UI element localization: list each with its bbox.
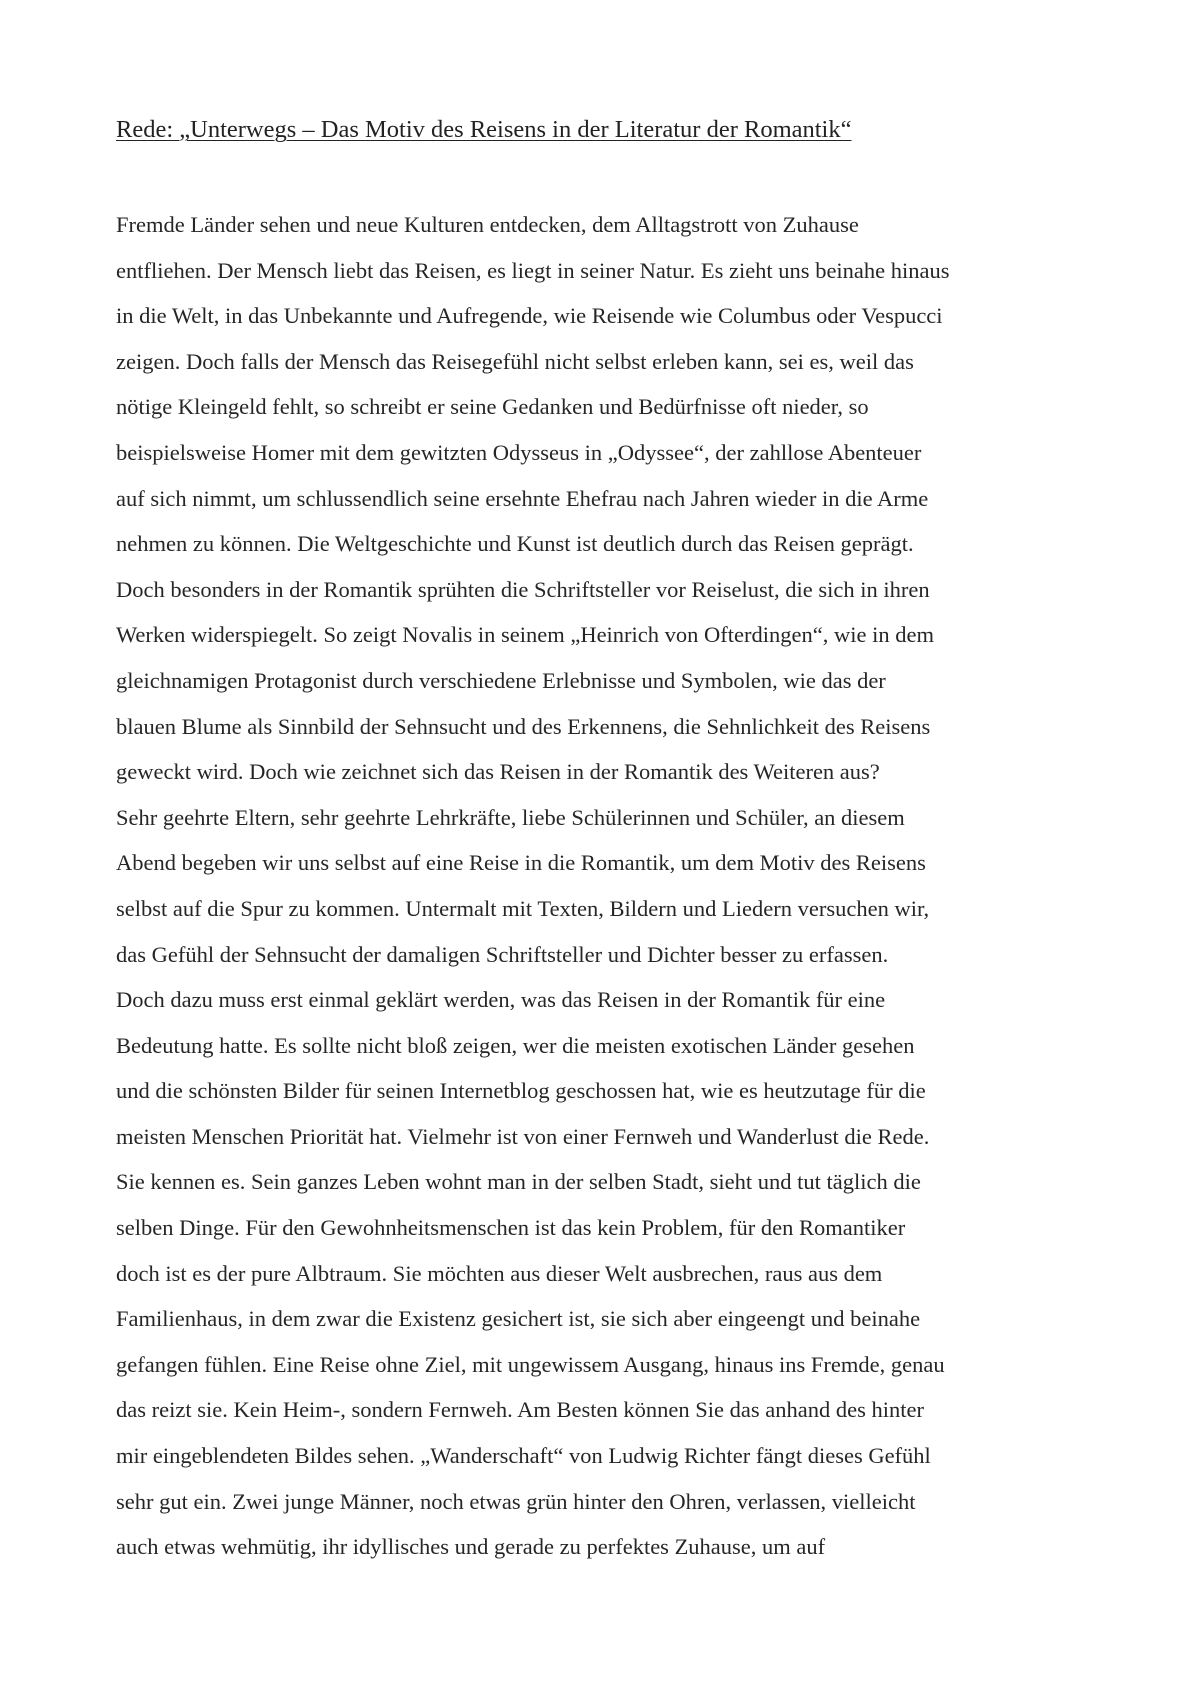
speech-body	[116, 202, 1106, 1570]
text-line: Werken widerspiegelt. So zeigt Novalis in seinem „Heinrich von Ofterdingen“, wie in dem	[116, 622, 934, 648]
text-line: Doch besonders in der Romantik sprühten die Schriftsteller vor Reiselust, die sich in ihren	[116, 576, 930, 602]
text-line: das Gefühl der Sehnsucht der damaligen Schriftsteller und Dichter besser zu erfassen.	[116, 941, 889, 967]
text-line: Sie kennen es. Sein ganzes Leben wohnt man in der selben Stadt, sieht und tut täglich die	[116, 1169, 921, 1195]
text-line: beispielsweise Homer mit dem gewitzten Odysseus in „Odyssee“, der zahllose Abenteuer	[116, 439, 922, 465]
speech-title: Rede: „Unterwegs – Das Motiv des Reisens in der Literatur der Romantik“	[116, 116, 852, 143]
text-line: Abend begeben wir uns selbst auf eine Reise in die Romantik, um dem Motiv des Reisens	[116, 850, 926, 876]
text-line: nötige Kleingeld fehlt, so schreibt er seine Gedanken und Bedürfnisse oft nieder, so	[116, 394, 869, 420]
text-line: in die Welt, in das Unbekannte und Aufregende, wie Reisende wie Columbus oder Vespucci	[116, 303, 943, 329]
text-line: auch etwas wehmütig, ihr idyllisches und gerade zu perfektes Zuhause, um auf	[116, 1534, 826, 1560]
text-line: entfliehen. Der Mensch liebt das Reisen, es liegt in seiner Natur. Es zieht uns beinahe hinaus	[116, 257, 950, 283]
text-line: blauen Blume als Sinnbild der Sehnsucht und des Erkennens, die Sehnlichkeit des Reisens	[116, 713, 931, 739]
text-line: doch ist es der pure Albtraum. Sie möchten aus dieser Welt ausbrechen, raus aus dem	[116, 1260, 883, 1286]
text-line: meisten Menschen Priorität hat. Vielmehr ist von einer Fernweh und Wanderlust die Rede.	[116, 1123, 930, 1149]
text-line: Familienhaus, in dem zwar die Existenz gesichert ist, sie sich aber eingeengt und beinahe	[116, 1306, 921, 1332]
text-line: sehr gut ein. Zwei junge Männer, noch etwas grün hinter den Ohren, verlassen, vielleicht	[116, 1488, 916, 1514]
text-line: gefangen fühlen. Eine Reise ohne Ziel, mit ungewissem Ausgang, hinaus ins Fremde, genau	[116, 1351, 945, 1377]
text-line: selbst auf die Spur zu kommen. Untermalt mit Texten, Bildern und Liedern versuchen wir,	[116, 895, 930, 921]
text-line: nehmen zu können. Die Weltgeschichte und Kunst ist deutlich durch das Reisen geprägt.	[116, 531, 914, 557]
text-line: und die schönsten Bilder für seinen Internetblog geschossen hat, wie es heutzutage für die	[116, 1078, 926, 1104]
text-line: zeigen. Doch falls der Mensch das Reisegefühl nicht selbst erleben kann, sei es, weil das	[116, 348, 914, 374]
text-line: Sehr geehrte Eltern, sehr geehrte Lehrkräfte, liebe Schülerinnen und Schüler, an diesem	[116, 804, 905, 830]
text-line: das reizt sie. Kein Heim-, sondern Fernweh. Am Besten können Sie das anhand des hinter	[116, 1397, 924, 1423]
text-line: geweckt wird. Doch wie zeichnet sich das Reisen in der Romantik des Weiteren aus?	[116, 759, 880, 785]
text-line: mir eingeblendeten Bildes sehen. „Wanderschaft“ von Ludwig Richter fängt dieses Gefühl	[116, 1443, 931, 1469]
text-line: Bedeutung hatte. Es sollte nicht bloß zeigen, wer die meisten exotischen Länder gesehen	[116, 1032, 915, 1058]
text-line: gleichnamigen Protagonist durch verschiedene Erlebnisse und Symbolen, wie das der	[116, 667, 886, 693]
text-line: auf sich nimmt, um schlussendlich seine ersehnte Ehefrau nach Jahren wieder in die Arme	[116, 485, 929, 511]
text-line: Fremde Länder sehen und neue Kulturen entdecken, dem Alltagstrott von Zuhause	[116, 212, 859, 237]
text-line: selben Dinge. Für den Gewohnheitsmenschen ist das kein Problem, für den Romantiker	[116, 1215, 906, 1241]
text-line: Doch dazu muss erst einmal geklärt werden, was das Reisen in der Romantik für eine	[116, 987, 886, 1013]
